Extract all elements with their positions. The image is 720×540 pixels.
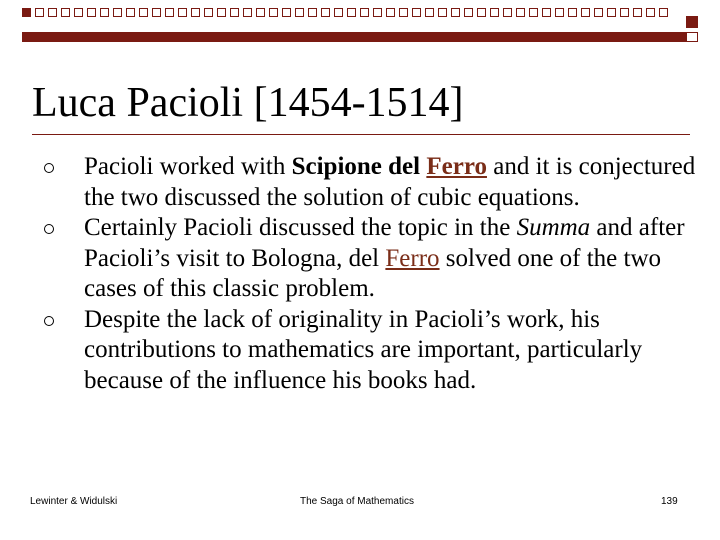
bullet-item (44, 152, 704, 213)
hollow-circle-bullet-icon (44, 163, 54, 173)
bullet-item (44, 213, 704, 305)
bullet-item (44, 305, 704, 397)
decorative-top-bar (22, 8, 698, 38)
bullet-text: and it is conjectured the two discussed the solution of cubic equations. (84, 153, 696, 211)
bullet-text: Pacioli worked with (84, 153, 292, 180)
decorative-squares (22, 8, 672, 17)
decorative-band (22, 32, 686, 42)
slide-title: Luca Pacioli [1454-1514] (32, 80, 464, 126)
bullet-list (44, 152, 704, 396)
footer-author: Lewinter & Widulski (30, 496, 118, 507)
bullet-text: Scipione del (291, 153, 427, 180)
bullet-text: and after Pacioli’s visit to Bologna, del (84, 214, 685, 272)
decorative-corner-square (686, 16, 698, 28)
title-divider (32, 134, 690, 135)
bullet-text: Certainly Pacioli discussed the topic in the (84, 214, 517, 241)
bullet-text: solved one of the two cases of this classic problem. (84, 244, 662, 302)
bullet-text: Summa (516, 214, 591, 241)
underlined-term: Ferro (426, 153, 487, 180)
underlined-term: Ferro (385, 244, 440, 272)
footer-book-title: The Saga of Mathematics (300, 496, 414, 507)
page-number: 139 (661, 496, 678, 507)
bullet-text: Despite the lack of originality in Pacioli’s work, his contributions to mathematics are important, particularly because of the influence his books had. (84, 305, 643, 394)
hollow-circle-bullet-icon (44, 316, 54, 326)
hollow-circle-bullet-icon (44, 224, 54, 234)
decorative-corner-square-outline (686, 32, 698, 42)
